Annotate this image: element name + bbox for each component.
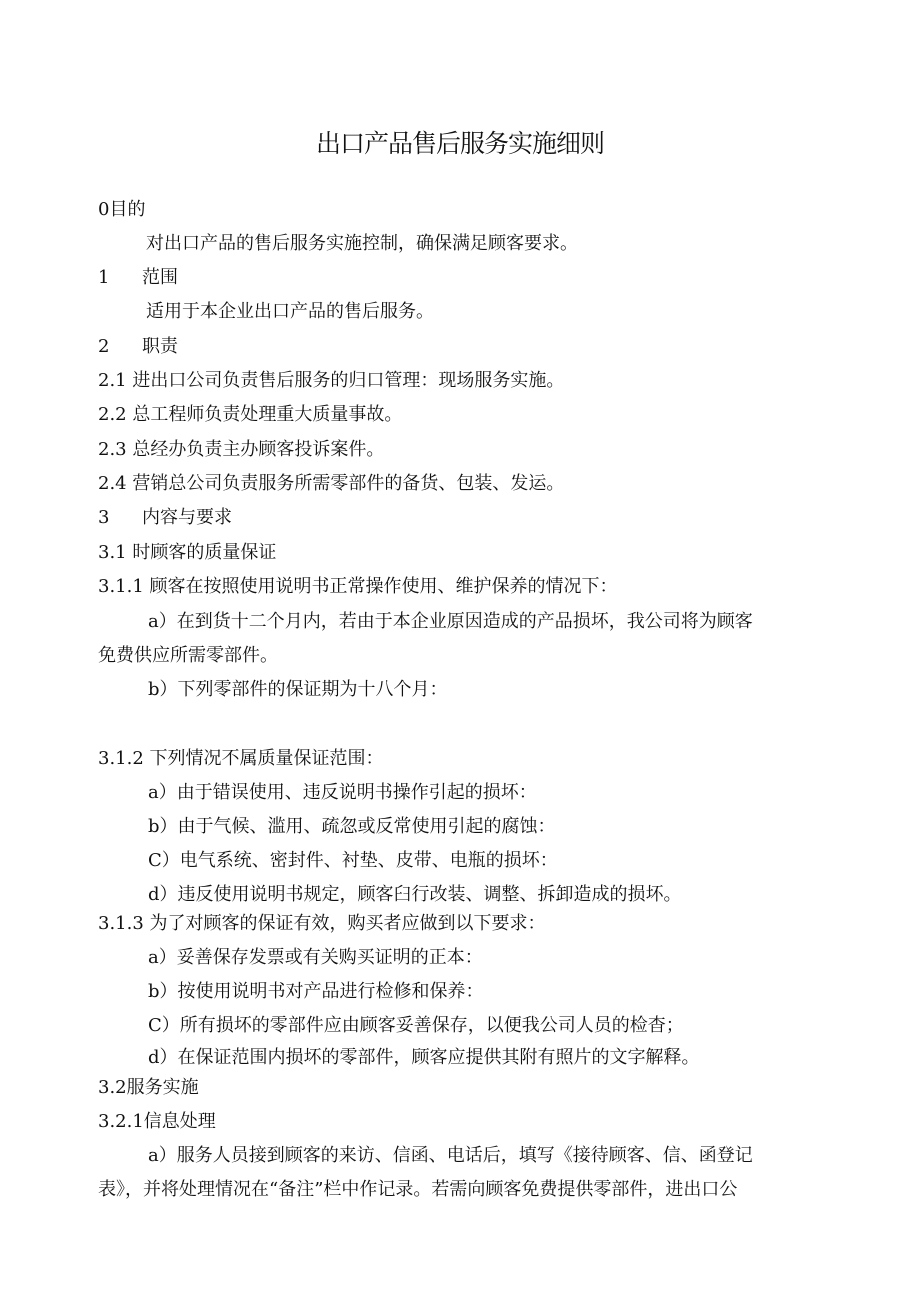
section-title: 职责 <box>142 336 178 357</box>
list-item: d）违反使用说明书规定，顾客臼行改装、调整、拆卸造成的损坏。 <box>148 884 682 905</box>
clause: 3.1.3 为了对顾客的保证有效，购买者应做到以下要求： <box>98 913 546 934</box>
list-item: a）服务人员接到顾客的来访、信函、电话后，填写《接待顾客、信、函登记 <box>148 1145 753 1166</box>
clause: 2.2 总工程师负责处理重大质量事故。 <box>98 404 403 425</box>
list-item: b）下列零部件的保证期为十八个月： <box>148 679 448 700</box>
list-item-continuation: 免费供应所需零部件。 <box>98 645 278 666</box>
section-purpose-heading: 0目的 <box>98 199 146 220</box>
clause: 2.3 总经办负责主办顾客投诉案件。 <box>98 439 385 460</box>
clause: 3.1.1 顾客在按照使用说明书正常操作使用、维护保养的情况下： <box>98 576 618 597</box>
section-title: 范围 <box>142 267 178 288</box>
list-item: C）所有损坏的零部件应由顾客妥善保存，以便我公司人员的检杳； <box>148 1015 684 1036</box>
list-item: b）按使用说明书对产品进行检修和保养： <box>148 981 484 1002</box>
list-item: a）由于错误使用、违反说明书操作引起的损坏： <box>148 782 537 803</box>
clause: 3.2服务实施 <box>98 1077 199 1098</box>
section-duty-heading <box>98 336 178 358</box>
section-number: 1 <box>98 267 110 288</box>
section-scope-heading <box>98 267 178 289</box>
section-number: 2 <box>98 336 110 357</box>
section-title: 内容与要求 <box>142 507 232 528</box>
list-item: C）电气系统、密封件、衬垫、皮带、电瓶的损坏： <box>148 850 558 871</box>
list-item: a）在到货十二个月内，若由于本企业原因造成的产品损坏，我公司将为顾客 <box>148 611 753 632</box>
list-item: d）在保证范围内损坏的零部件，顾客应提供其附有照片的文字解释。 <box>148 1047 700 1068</box>
list-item: a）妥善保存发票或有关购买证明的正本： <box>148 947 483 968</box>
clause: 3.1.2 下列情况不属质量保证范围： <box>98 748 384 769</box>
clause: 2.1 进出口公司负责售后服务的归口管理：现场服务实施。 <box>98 370 565 391</box>
clause: 3.2.1信息处理 <box>98 1111 216 1132</box>
list-item-continuation: 表》，并将处理情况在“备注”栏中作记录。若需向顾客免费提供零部件，进出口公 <box>98 1179 738 1200</box>
section-content-heading <box>98 507 232 529</box>
document-title: 出口产品售后服务实施细则 <box>315 129 604 158</box>
paragraph: 适用于本企业出口产品的售后服务。 <box>146 301 434 322</box>
section-number: 3 <box>98 507 110 528</box>
paragraph: 对出口产品的售后服务实施控制，确保满足顾客要求。 <box>146 233 578 254</box>
clause: 3.1 时顾客的质量保证 <box>98 542 277 563</box>
list-item: b）由于气候、滥用、疏忽或反常使用引起的腐蚀： <box>148 816 556 837</box>
clause: 2.4 营销总公司负责服务所需零部件的备货、包装、发运。 <box>98 473 565 494</box>
